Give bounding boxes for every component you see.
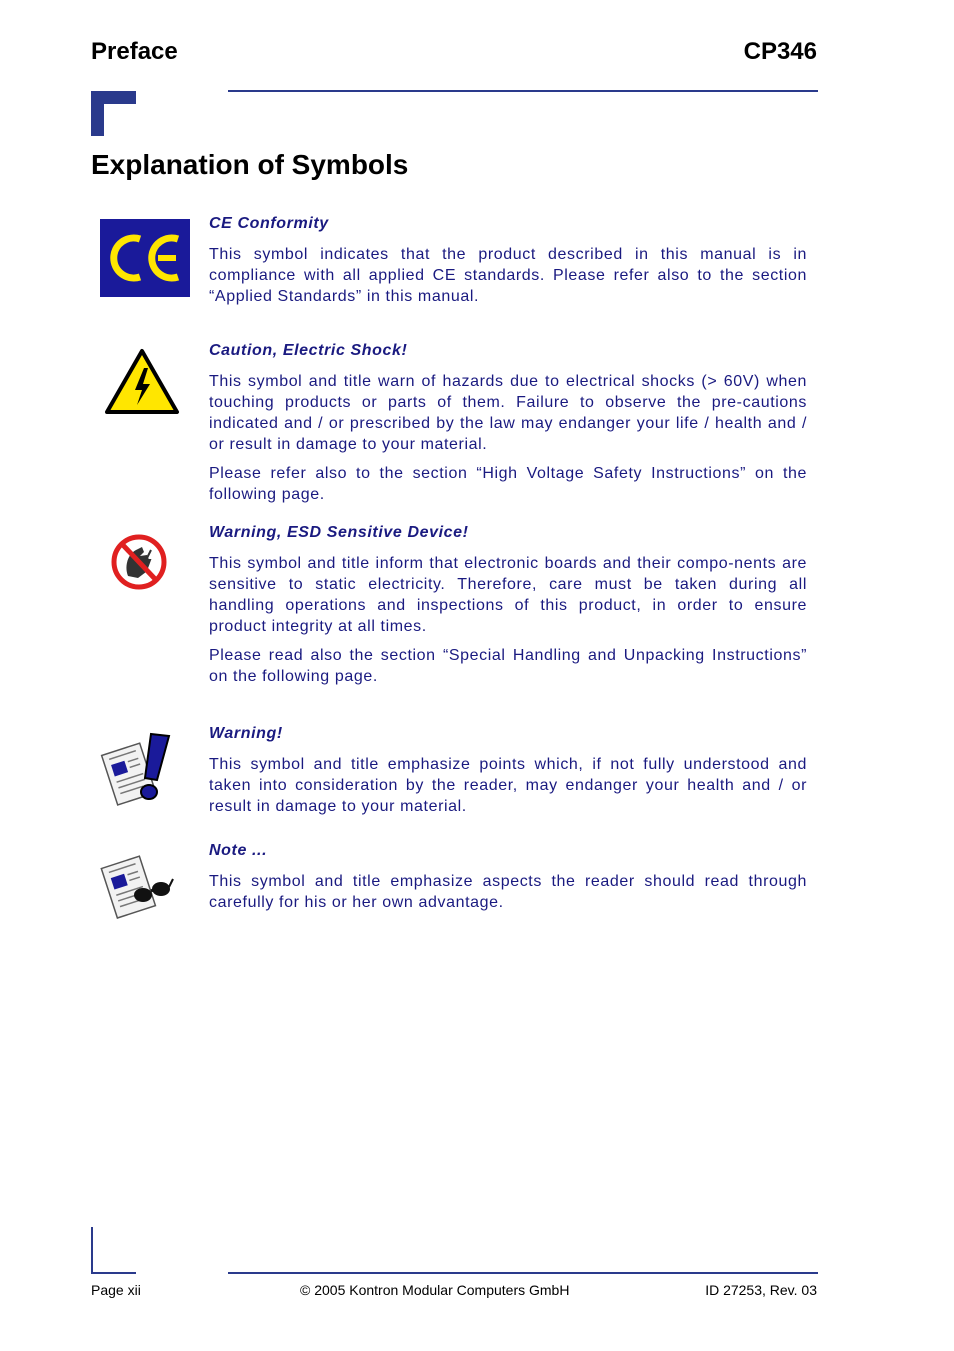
section-paragraph: Please refer also to the section “High Voltage Safety Instructions” on the following page. bbox=[209, 465, 807, 503]
section-paragraph: This symbol and title emphasize aspects the reader should read through carefully for his or her own advantage. bbox=[209, 873, 807, 911]
ce-mark-icon bbox=[100, 219, 190, 297]
section-title: Warning, ESD Sensitive Device! bbox=[209, 524, 469, 541]
section-title: CE Conformity bbox=[209, 215, 329, 232]
esd-sensitive-icon bbox=[110, 532, 168, 592]
section-paragraph: Please read also the section “Special Handling and Unpacking Instructions” on the following page. bbox=[209, 647, 807, 685]
footer-corner-mark-vertical bbox=[91, 1227, 93, 1274]
footer-copyright: © 2005 Kontron Modular Computers GmbH bbox=[300, 1282, 570, 1298]
page-title: Explanation of Symbols bbox=[91, 149, 409, 180]
section-paragraph: This symbol and title emphasize points which, if not fully understood and taken into consideration by the reader, may endanger your health and / or result in damage to your material. bbox=[209, 756, 807, 815]
high-voltage-warning-icon bbox=[104, 348, 180, 416]
footer-rule bbox=[228, 1272, 818, 1274]
glasses-document-icon bbox=[99, 847, 175, 923]
section-electric-shock bbox=[209, 341, 807, 513]
footer-corner-mark-horizontal bbox=[91, 1272, 136, 1274]
header-product-name: CP346 bbox=[743, 38, 817, 65]
section-title: Warning! bbox=[209, 725, 283, 742]
footer-document-id: ID 27253, Rev. 03 bbox=[705, 1282, 817, 1298]
section-title: Note ... bbox=[209, 842, 268, 859]
section-ce-conformity bbox=[209, 214, 807, 315]
section-paragraph: This symbol and title inform that electronic boards and their compo-nents are sensitive to static electricity. Therefore, care must be taken during all handling operations and inspections of this product, in order to ensure product integrity at all times. bbox=[209, 555, 807, 635]
header-corner-mark-horizontal bbox=[91, 91, 136, 104]
section-note bbox=[209, 841, 807, 921]
section-esd-warning bbox=[209, 523, 807, 695]
exclamation-document-icon bbox=[99, 730, 175, 808]
section-title: Caution, Electric Shock! bbox=[209, 342, 408, 359]
header-section-title: Preface bbox=[91, 38, 178, 65]
section-paragraph: This symbol and title warn of hazards due to electrical shocks (> 60V) when touching products or parts of them. Failure to observe the pre-cautions indicated and / or prescribed by the law may endanger your life / health and / or result in damage to your material. bbox=[209, 373, 807, 453]
header-rule bbox=[228, 90, 818, 92]
section-paragraph: This symbol indicates that the product described in this manual is in compliance with all applied CE standards. Please refer also to the section “Applied Standards” in this manual. bbox=[209, 246, 807, 305]
section-warning bbox=[209, 724, 807, 825]
footer-page-number: Page xii bbox=[91, 1282, 141, 1298]
